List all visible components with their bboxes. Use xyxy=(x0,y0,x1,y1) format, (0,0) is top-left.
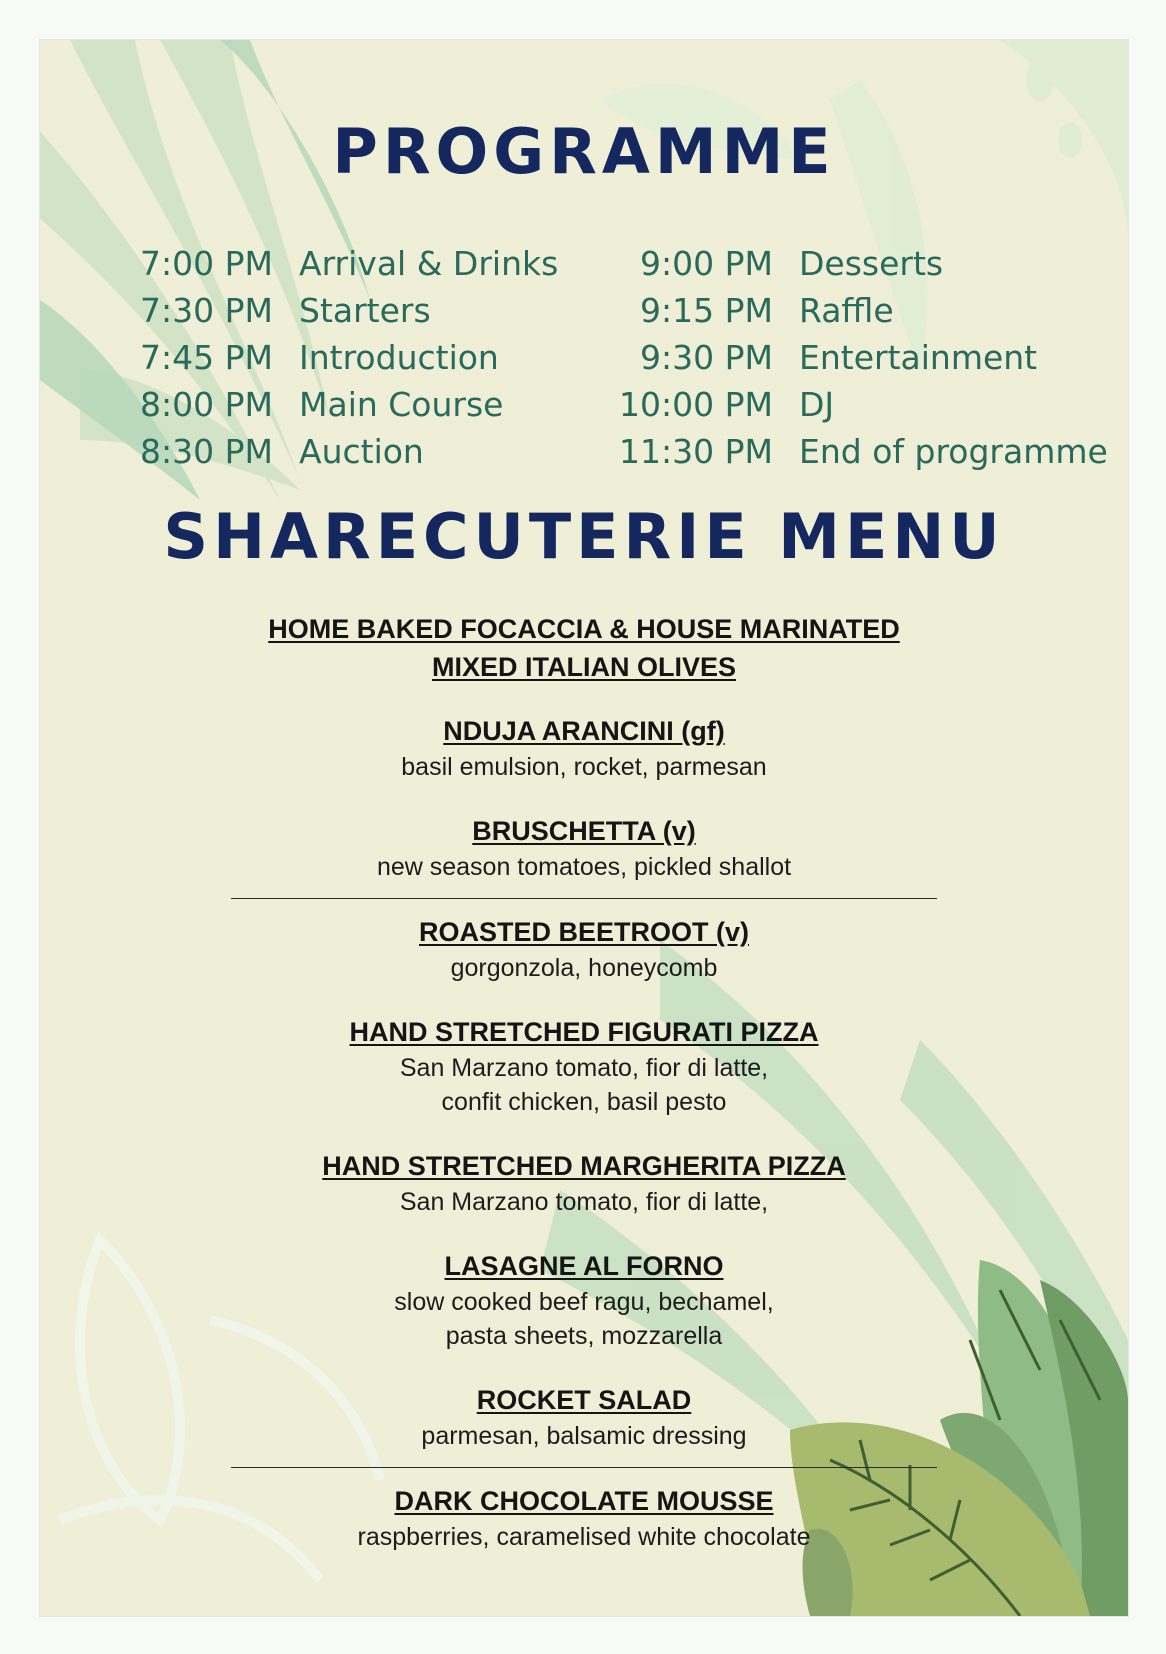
schedule-row xyxy=(95,334,558,381)
dish-description-line2: confit chicken, basil pesto xyxy=(441,1088,727,1116)
dish-name: ROCKET SALAD xyxy=(476,1385,692,1415)
dish-name: ROASTED BEETROOT (v) xyxy=(418,917,749,947)
menu-item xyxy=(40,1381,1128,1453)
menu-item xyxy=(40,610,1128,686)
dish-description: San Marzano tomato, fior di latte, xyxy=(399,1054,769,1082)
schedule-event: Starters xyxy=(299,291,431,330)
dish-description: gorgonzola, honeycomb xyxy=(450,954,718,982)
dish-description-line2: pasta sheets, mozzarella xyxy=(445,1322,723,1350)
programme-title: PROGRAMME xyxy=(332,115,836,188)
menu-item xyxy=(40,1147,1128,1219)
schedule-left-column xyxy=(95,240,558,475)
schedule-event: Raffle xyxy=(799,291,894,330)
dish-name: LASAGNE AL FORNO xyxy=(444,1251,724,1281)
menu-card xyxy=(40,40,1128,1616)
menu-item xyxy=(40,913,1128,985)
menu-item xyxy=(40,1482,1128,1554)
section-divider xyxy=(231,898,937,899)
dish-description: raspberries, caramelised white chocolate xyxy=(357,1523,811,1551)
menu-item xyxy=(40,1013,1128,1119)
menu-list xyxy=(40,610,1128,1554)
schedule-event: Introduction xyxy=(299,338,499,377)
schedule-right-column xyxy=(540,240,1108,475)
schedule-time: 8:00 PM xyxy=(140,385,273,424)
schedule-event: Auction xyxy=(299,432,424,471)
schedule-time: 7:45 PM xyxy=(140,338,273,377)
schedule-event: DJ xyxy=(799,385,835,424)
dish-description: slow cooked beef ragu, bechamel, xyxy=(394,1288,774,1316)
schedule-row xyxy=(540,287,1108,334)
dish-description: new season tomatoes, pickled shallot xyxy=(376,853,792,881)
dish-name: HOME BAKED FOCACCIA & HOUSE MARINATED xyxy=(268,614,900,644)
schedule-time: 10:00 PM xyxy=(619,385,773,424)
schedule-event: Desserts xyxy=(799,244,944,283)
menu-item xyxy=(40,1247,1128,1353)
menu-content xyxy=(40,40,1128,1616)
dish-name: NDUJA ARANCINI (gf) xyxy=(443,716,725,746)
dish-name: BRUSCHETTA (v) xyxy=(472,816,696,846)
menu-item xyxy=(40,712,1128,784)
dish-description: basil emulsion, rocket, parmesan xyxy=(401,753,767,781)
schedule-time: 7:30 PM xyxy=(140,291,273,330)
schedule-row xyxy=(540,428,1108,475)
schedule-row xyxy=(95,428,558,475)
schedule-event: End of programme xyxy=(799,432,1108,471)
schedule-row xyxy=(540,240,1108,287)
dish-name-line2: MIXED ITALIAN OLIVES xyxy=(431,652,736,682)
schedule-event: Main Course xyxy=(299,385,504,424)
section-divider xyxy=(231,1467,937,1468)
dish-description: parmesan, balsamic dressing xyxy=(421,1422,747,1450)
schedule-event: Arrival & Drinks xyxy=(299,244,559,283)
schedule-time: 7:00 PM xyxy=(140,244,273,283)
menu-item xyxy=(40,812,1128,884)
schedule-row xyxy=(95,287,558,334)
dish-name: HAND STRETCHED MARGHERITA PIZZA xyxy=(322,1151,846,1181)
schedule-time: 11:30 PM xyxy=(619,432,773,471)
schedule-row xyxy=(95,240,558,287)
dish-description: San Marzano tomato, fior di latte, xyxy=(399,1188,769,1216)
dish-name: HAND STRETCHED FIGURATI PIZZA xyxy=(349,1017,819,1047)
schedule-time: 9:00 PM xyxy=(640,244,773,283)
schedule-time: 9:15 PM xyxy=(640,291,773,330)
schedule-time: 9:30 PM xyxy=(640,338,773,377)
schedule-row xyxy=(95,381,558,428)
schedule-row xyxy=(540,334,1108,381)
schedule-event: Entertainment xyxy=(799,338,1038,377)
menu-title: SHARECUTERIE MENU xyxy=(163,500,1005,573)
schedule-time: 8:30 PM xyxy=(140,432,273,471)
dish-name: DARK CHOCOLATE MOUSSE xyxy=(394,1486,774,1516)
schedule-row xyxy=(540,381,1108,428)
